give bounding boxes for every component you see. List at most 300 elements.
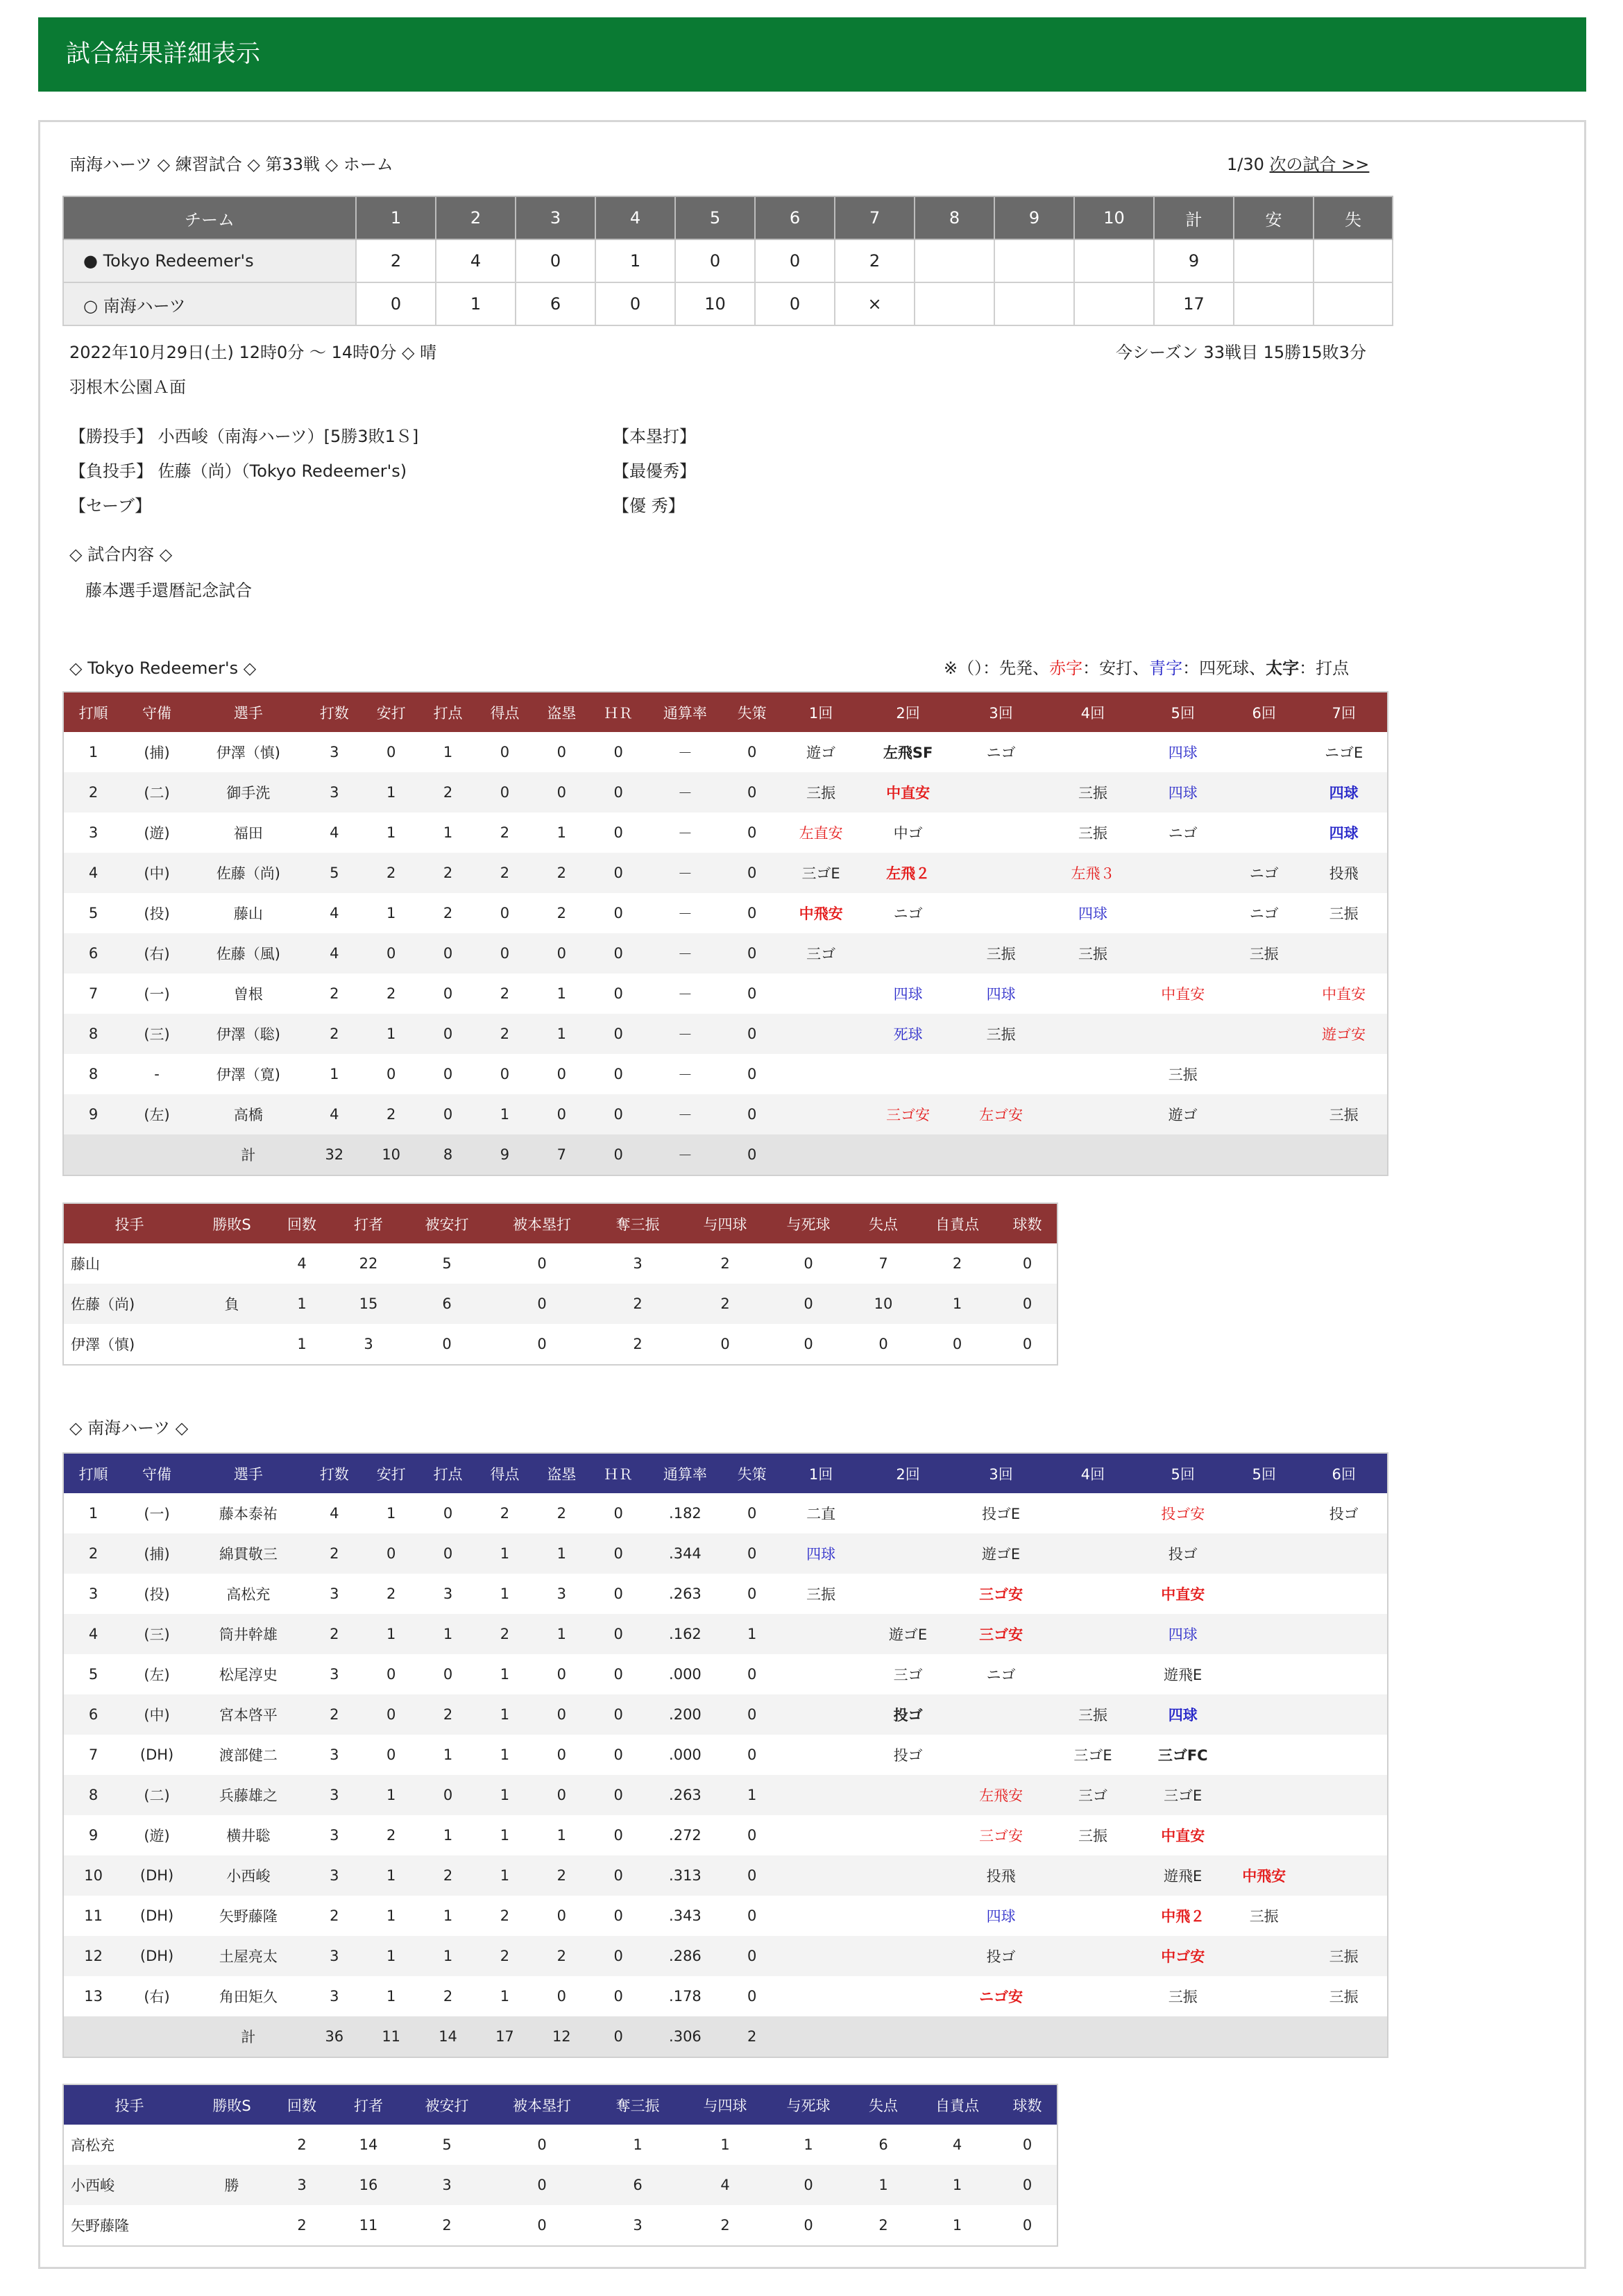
at-bat-result: 三振 bbox=[1078, 1828, 1107, 1844]
at-bat-result: 中直安 bbox=[1322, 986, 1366, 1003]
inning-score bbox=[1314, 239, 1393, 282]
at-bat-result bbox=[1300, 1896, 1388, 1936]
at-bat-result bbox=[1227, 1735, 1300, 1775]
batter-stat: 0 bbox=[747, 1666, 757, 1683]
batter-stat: 0 bbox=[747, 1746, 757, 1763]
batter-stat: 角田矩久 bbox=[219, 1989, 278, 2005]
batter-stat: 0 bbox=[590, 1694, 647, 1735]
batter-stat: 2 bbox=[500, 1907, 510, 1924]
inning-score bbox=[1234, 239, 1314, 282]
batter-stat: 1 bbox=[443, 744, 453, 760]
at-bat-result bbox=[1048, 1014, 1139, 1054]
batter-stat: 4 bbox=[306, 933, 363, 973]
at-bat-result bbox=[781, 973, 862, 1014]
batting-total-cell: 17 bbox=[477, 2016, 534, 2057]
page-title-bar bbox=[38, 17, 1586, 92]
pitcher-stat: 1 bbox=[917, 1284, 998, 1324]
score-row bbox=[63, 239, 1393, 282]
at-bat-result: 中直安 bbox=[1161, 1586, 1205, 1603]
batter-stat: 1 bbox=[724, 1775, 781, 1815]
at-bat-result bbox=[862, 1493, 955, 1533]
batting-total-row bbox=[63, 2016, 1388, 2057]
batter-stat: 9 bbox=[88, 1827, 99, 1844]
batter-stat: 2 bbox=[477, 1014, 534, 1054]
batter-stat: 1 bbox=[363, 1614, 420, 1654]
at-bat-result bbox=[1227, 1493, 1300, 1533]
batter-stat: (三) bbox=[123, 1014, 191, 1054]
batter-stat: 御手洗 bbox=[191, 772, 306, 813]
batter-stat: 4 bbox=[330, 824, 339, 841]
at-bat-result: 四球 bbox=[986, 1908, 1016, 1925]
batter-stat: 0 bbox=[747, 905, 757, 921]
pitching-header-cell: 回数 bbox=[269, 1203, 335, 1243]
batter-stat: 1 bbox=[363, 1936, 420, 1976]
batting-header-cell: 5回 bbox=[1227, 1453, 1300, 1493]
legend bbox=[944, 658, 1349, 679]
batter-stat: 4 bbox=[306, 1094, 363, 1134]
pitcher-stat: 0 bbox=[492, 1284, 592, 1324]
pager bbox=[1227, 154, 1369, 175]
at-bat-result: 投ゴ安 bbox=[1161, 1506, 1205, 1522]
pitching-header-cell: 失点 bbox=[850, 1203, 917, 1243]
batter-stat: 2 bbox=[556, 1505, 566, 1522]
at-bat-result: 四球 bbox=[1329, 825, 1359, 842]
at-bat-result bbox=[781, 1694, 862, 1735]
batter-stat: 2 bbox=[477, 1936, 534, 1976]
score-header-cell: 安 bbox=[1234, 196, 1314, 239]
batter-stat: 2 bbox=[306, 1014, 363, 1054]
batter-stat: (三) bbox=[123, 1614, 191, 1654]
batter-stat: 1 bbox=[533, 1533, 590, 1574]
at-bat-result bbox=[1300, 1735, 1388, 1775]
pitcher-stat: 16 bbox=[335, 2165, 402, 2205]
at-bat-result bbox=[1048, 732, 1139, 772]
batter-stat: 0 bbox=[613, 905, 623, 921]
batter-stat: .272 bbox=[669, 1827, 702, 1844]
pitching-header-cell: 勝敗S bbox=[195, 2084, 269, 2125]
game-header: 南海ハーツ ◇ 練習試合 ◇ 第33戦 ◇ ホーム bbox=[69, 155, 393, 174]
score-header-cell: 9 bbox=[994, 196, 1074, 239]
pitcher-stat: 0 bbox=[537, 2217, 547, 2234]
pitcher-stat: 0 bbox=[878, 1336, 888, 1352]
at-bat-result: ニゴ bbox=[1227, 853, 1300, 893]
batter-stat: 1 bbox=[556, 985, 566, 1002]
batter-stat: 0 bbox=[613, 1585, 623, 1602]
batting-total-cell: 32 bbox=[306, 1134, 363, 1175]
at-bat-result bbox=[1048, 973, 1139, 1014]
batter-stat: 0 bbox=[533, 1775, 590, 1815]
batter-stat: (DH) bbox=[139, 1907, 174, 1924]
batting-total-cell bbox=[1138, 2016, 1227, 2057]
at-bat-result: 三振 bbox=[1300, 1936, 1388, 1976]
batting-total-cell bbox=[1138, 1134, 1227, 1175]
batter-stat: 2 bbox=[363, 1094, 420, 1134]
score-header-cell: 1 bbox=[356, 196, 436, 239]
batter-stat: 3 bbox=[330, 1666, 339, 1683]
content-heading: ◇ 試合内容 ◇ bbox=[69, 545, 173, 564]
losing-pitcher: 【負投手】 佐藤（尚）（Tokyo Redeemer's) bbox=[69, 461, 407, 481]
batter-row bbox=[63, 1775, 1388, 1815]
at-bat-result bbox=[1138, 1014, 1227, 1054]
at-bat-result: 三振 bbox=[1329, 1989, 1359, 2005]
batting-header-cell: ＨＲ bbox=[590, 692, 647, 732]
batting-total-cell: 12 bbox=[533, 2016, 590, 2057]
batter-stat: .178 bbox=[669, 1988, 702, 2005]
pitching-header-cell: 球数 bbox=[998, 2084, 1057, 2125]
at-bat-result bbox=[862, 1533, 955, 1574]
batter-stat: 8 bbox=[63, 1775, 123, 1815]
batter-stat: 0 bbox=[590, 772, 647, 813]
legend-bold: 太字 bbox=[1266, 658, 1300, 678]
batter-row bbox=[63, 1654, 1388, 1694]
batter-stat: 0 bbox=[556, 1066, 566, 1082]
pitcher-row bbox=[63, 1284, 1057, 1324]
pitcher-stat: 6 bbox=[878, 2136, 888, 2153]
batting-total-cell bbox=[1227, 2016, 1300, 2057]
home-team-heading: ◇ 南海ハーツ ◇ bbox=[69, 1418, 189, 1438]
batting-header-cell: 選手 bbox=[191, 1453, 306, 1493]
batter-stat: 11 bbox=[84, 1907, 103, 1924]
at-bat-result: 三振 bbox=[955, 933, 1048, 973]
batter-stat: 藤本泰祐 bbox=[219, 1506, 278, 1522]
batting-header-cell: 打点 bbox=[420, 692, 477, 732]
batter-stat: 伊澤（聡) bbox=[191, 1014, 306, 1054]
pitcher-stat: 2 bbox=[592, 1284, 683, 1324]
batter-stat: 0 bbox=[477, 933, 534, 973]
batter-stat: 1 bbox=[420, 1936, 477, 1976]
batting-total-cell: 7 bbox=[533, 1134, 590, 1175]
at-bat-result: 三ゴ bbox=[893, 1667, 923, 1683]
pitching-header-cell: 奪三振 bbox=[592, 2084, 683, 2125]
batter-stat: 2 bbox=[443, 1988, 453, 2005]
batter-stat: 2 bbox=[363, 853, 420, 893]
batter-stat: － bbox=[677, 745, 692, 761]
at-bat-result bbox=[781, 1855, 862, 1896]
at-bat-result bbox=[862, 1815, 955, 1855]
batting-total-cell bbox=[1048, 2016, 1139, 2057]
batter-row bbox=[63, 1054, 1388, 1094]
pitching-header-cell: 被安打 bbox=[402, 1203, 492, 1243]
at-bat-result: 投ゴ bbox=[955, 1936, 1048, 1976]
at-bat-result bbox=[781, 1775, 862, 1815]
batter-stat: .263 bbox=[647, 1775, 724, 1815]
at-bat-result bbox=[1048, 1896, 1139, 1936]
score-header-cell: 4 bbox=[595, 196, 675, 239]
batter-stat: 4 bbox=[330, 905, 339, 921]
batting-header-cell: 得点 bbox=[477, 1453, 534, 1493]
batter-stat: 0 bbox=[613, 1907, 623, 1924]
at-bat-result: 四球 bbox=[1168, 745, 1198, 761]
batter-stat: 土屋亮太 bbox=[191, 1936, 306, 1976]
pitcher-row bbox=[63, 2125, 1057, 2165]
at-bat-result bbox=[1300, 1775, 1388, 1815]
batter-stat: 1 bbox=[500, 1746, 510, 1763]
at-bat-result: 投飛 bbox=[1300, 853, 1388, 893]
batting-total-cell bbox=[1227, 1134, 1300, 1175]
batter-row bbox=[63, 1936, 1388, 1976]
pitcher-name: 藤山 bbox=[71, 1256, 100, 1273]
batter-stat: 1 bbox=[443, 1746, 453, 1763]
batter-stat: 渡部健二 bbox=[219, 1747, 278, 1764]
score-header-cell: 計 bbox=[1154, 196, 1234, 239]
batting-header-cell: 盗塁 bbox=[533, 1453, 590, 1493]
at-bat-result bbox=[1138, 853, 1227, 893]
batter-stat: (左) bbox=[144, 1667, 170, 1683]
batter-stat: 高松充 bbox=[226, 1586, 271, 1603]
content-text: 藤本選手還暦記念試合 bbox=[85, 581, 252, 600]
at-bat-result bbox=[1048, 1936, 1139, 1976]
batter-stat: 3 bbox=[306, 1855, 363, 1896]
score-header-cell: 7 bbox=[835, 196, 915, 239]
at-bat-result bbox=[1227, 1775, 1300, 1815]
at-bat-result: ニゴ bbox=[986, 1667, 1016, 1683]
pitcher-stat: 0 bbox=[804, 1336, 813, 1352]
batter-stat: 1 bbox=[477, 1094, 534, 1134]
inning-score: 0 bbox=[516, 239, 595, 282]
at-bat-result: 三振 bbox=[1300, 1094, 1388, 1134]
inning-score: 0 bbox=[595, 282, 675, 325]
batter-stat: 0 bbox=[724, 1094, 781, 1134]
at-bat-result bbox=[1048, 1574, 1139, 1614]
save-pitcher: 【セーブ】 bbox=[69, 496, 152, 516]
at-bat-result bbox=[1227, 973, 1300, 1014]
batter-stat: 筒井幹雄 bbox=[191, 1614, 306, 1654]
at-bat-result: 四球 bbox=[986, 986, 1016, 1003]
at-bat-result bbox=[1227, 1694, 1300, 1735]
batting-total-cell bbox=[955, 2016, 1048, 2057]
legend-walk: ：四死球、 bbox=[1182, 658, 1266, 678]
batter-stat: .200 bbox=[647, 1694, 724, 1735]
batter-stat: 0 bbox=[747, 1585, 757, 1602]
batter-stat: 1 bbox=[724, 1614, 781, 1654]
batter-stat: - bbox=[154, 1066, 160, 1082]
batter-stat: 2 bbox=[386, 1585, 396, 1602]
team-name: ○ 南海ハーツ bbox=[63, 282, 356, 325]
inning-score: 0 bbox=[755, 282, 835, 325]
at-bat-result bbox=[1048, 1493, 1139, 1533]
at-bat-result: 四球 bbox=[1138, 772, 1227, 813]
at-bat-result: 三ゴ安 bbox=[979, 1586, 1023, 1603]
score-header-cell: 10 bbox=[1074, 196, 1154, 239]
batter-stat: 2 bbox=[386, 1827, 396, 1844]
at-bat-result: 左飛SF bbox=[883, 745, 933, 761]
pitcher-stat: 5 bbox=[442, 1255, 452, 1272]
next-game-link[interactable]: 次の試合 >> bbox=[1269, 155, 1370, 174]
batting-total-cell: 0 bbox=[590, 1134, 647, 1175]
inning-score bbox=[1074, 282, 1154, 325]
inning-score: 0 bbox=[356, 282, 436, 325]
pitcher-stat: 2 bbox=[297, 2136, 307, 2153]
at-bat-result: 三ゴ bbox=[781, 933, 862, 973]
batting-header-cell: 1回 bbox=[781, 1453, 862, 1493]
batting-total-cell: 9 bbox=[477, 1134, 534, 1175]
at-bat-result bbox=[1048, 1654, 1139, 1694]
at-bat-result bbox=[781, 1094, 862, 1134]
at-bat-result: ニゴ bbox=[1168, 825, 1198, 842]
batter-row bbox=[63, 772, 1388, 813]
at-bat-result bbox=[1138, 893, 1227, 933]
batting-header-cell: 打数 bbox=[306, 1453, 363, 1493]
at-bat-result: 中直安 bbox=[1161, 986, 1205, 1003]
at-bat-result: 左飛２ bbox=[862, 853, 955, 893]
at-bat-result bbox=[781, 1614, 862, 1654]
batter-stat: 0 bbox=[363, 933, 420, 973]
batting-total-cell: 計 bbox=[191, 2016, 306, 2057]
at-bat-result bbox=[862, 1936, 955, 1976]
batter-stat: 2 bbox=[306, 1614, 363, 1654]
batter-row bbox=[63, 732, 1388, 772]
batter-stat: 2 bbox=[420, 1694, 477, 1735]
batting-total-cell: 36 bbox=[306, 2016, 363, 2057]
at-bat-result bbox=[781, 1054, 862, 1094]
inning-score: 0 bbox=[755, 239, 835, 282]
batter-stat: 0 bbox=[420, 1014, 477, 1054]
pitcher-name: 佐藤（尚) bbox=[63, 1284, 195, 1324]
at-bat-result bbox=[781, 1815, 862, 1855]
score-header-cell: 5 bbox=[675, 196, 755, 239]
season-line: 今シーズン 33戦目 15勝15敗3分 bbox=[1116, 343, 1366, 362]
batter-stat: (左) bbox=[123, 1094, 191, 1134]
pitching-header-cell: 与死球 bbox=[767, 2084, 850, 2125]
at-bat-result: 投ゴ bbox=[1138, 1533, 1227, 1574]
batter-stat: (中) bbox=[123, 1694, 191, 1735]
batter-stat: 1 bbox=[386, 1988, 396, 2005]
batter-stat: 0 bbox=[443, 985, 453, 1002]
batting-header-cell: 5回 bbox=[1138, 692, 1227, 732]
batter-stat: 3 bbox=[88, 824, 99, 841]
pitching-header-cell: 投手 bbox=[63, 1203, 195, 1243]
batter-stat: 3 bbox=[556, 1585, 566, 1602]
pitcher-stat: 0 bbox=[1022, 1336, 1033, 1352]
batter-stat: 0 bbox=[724, 1936, 781, 1976]
pitcher-stat: 0 bbox=[767, 1284, 850, 1324]
pitching-header-cell: 奪三振 bbox=[592, 1203, 683, 1243]
at-bat-result bbox=[781, 1976, 862, 2016]
batter-stat: 4 bbox=[63, 853, 123, 893]
scoreboard-table bbox=[62, 196, 1393, 326]
batter-stat: 1 bbox=[386, 824, 396, 841]
pitcher-stat: 10 bbox=[850, 1284, 917, 1324]
batter-stat: － bbox=[677, 825, 692, 842]
batter-stat: 0 bbox=[386, 1746, 396, 1763]
at-bat-result: 三振 bbox=[781, 772, 862, 813]
batting-total-cell: 10 bbox=[363, 1134, 420, 1175]
at-bat-result: 四球 bbox=[1300, 772, 1388, 813]
batting-header-cell: 通算率 bbox=[647, 692, 724, 732]
batter-stat: 0 bbox=[590, 1094, 647, 1134]
pitcher-stat: 4 bbox=[683, 2165, 767, 2205]
batter-stat: 伊澤（慎) bbox=[216, 745, 281, 761]
batter-stat: 0 bbox=[613, 744, 623, 760]
pitching-header-cell: 被本塁打 bbox=[492, 2084, 592, 2125]
pitcher-stat: 勝 bbox=[195, 2165, 269, 2205]
pitcher-stat: 2 bbox=[633, 1336, 643, 1352]
batter-stat: 0 bbox=[747, 824, 757, 841]
batter-stat: (一) bbox=[144, 986, 170, 1003]
pitcher-name: 矢野藤隆 bbox=[71, 2218, 129, 2234]
pitcher-stat: 3 bbox=[633, 1255, 643, 1272]
batter-stat: 1 bbox=[477, 1533, 534, 1574]
pitcher-stat: 2 bbox=[442, 2217, 452, 2234]
batter-stat: 1 bbox=[500, 1988, 510, 2005]
pitcher-stat: 0 bbox=[537, 1255, 547, 1272]
batter-stat: 1 bbox=[477, 1694, 534, 1735]
at-bat-result bbox=[1300, 933, 1388, 973]
batter-stat: .263 bbox=[669, 1585, 702, 1602]
score-row bbox=[63, 282, 1393, 325]
at-bat-result: 中直安 bbox=[862, 772, 955, 813]
legend-red: 赤字 bbox=[1049, 658, 1083, 678]
batting-total-cell bbox=[1300, 1134, 1388, 1175]
batter-stat: .343 bbox=[669, 1907, 702, 1924]
at-bat-result: 二直 bbox=[806, 1506, 836, 1522]
inning-score bbox=[994, 239, 1074, 282]
batter-row bbox=[63, 1094, 1388, 1134]
batter-stat: 2 bbox=[533, 1855, 590, 1896]
batting-header-cell: 2回 bbox=[862, 692, 955, 732]
date-line: 2022年10月29日(土) 12時0分 ～ 14時0分 ◇ 晴 bbox=[69, 343, 437, 362]
pitching-header-cell: 自責点 bbox=[917, 1203, 998, 1243]
inning-score bbox=[1234, 282, 1314, 325]
at-bat-result: 四球 bbox=[893, 986, 923, 1003]
at-bat-result: 三振 bbox=[1249, 1908, 1279, 1925]
at-bat-result: 左飛３ bbox=[1048, 853, 1139, 893]
batter-stat: 12 bbox=[63, 1936, 123, 1976]
batting-header-cell: 6回 bbox=[1227, 692, 1300, 732]
batting-total-cell bbox=[63, 1134, 123, 1175]
batting-header-cell: 4回 bbox=[1048, 692, 1139, 732]
batter-stat: 0 bbox=[724, 1533, 781, 1574]
pitcher-stat: 15 bbox=[335, 1284, 402, 1324]
batter-stat: 0 bbox=[386, 744, 396, 760]
pitcher-stat bbox=[195, 2125, 269, 2165]
batter-stat: (捕) bbox=[144, 745, 170, 761]
batting-total-cell bbox=[781, 2016, 862, 2057]
at-bat-result: 左直安 bbox=[799, 825, 843, 842]
batter-stat: 5 bbox=[88, 1666, 99, 1683]
batter-stat: 0 bbox=[724, 853, 781, 893]
batter-stat: 兵藤雄之 bbox=[191, 1775, 306, 1815]
batter-stat: 8 bbox=[63, 1014, 123, 1054]
at-bat-result bbox=[1300, 1533, 1388, 1574]
at-bat-result: 三ゴ bbox=[1048, 1775, 1139, 1815]
at-bat-result: 三振 bbox=[1078, 825, 1107, 842]
batting-total-cell: － bbox=[647, 1134, 724, 1175]
batter-stat: 0 bbox=[613, 1746, 623, 1763]
pitching-header-cell: 与四球 bbox=[683, 1203, 767, 1243]
batting-header-cell: 打順 bbox=[63, 1453, 123, 1493]
score-header-cell: 6 bbox=[755, 196, 835, 239]
batter-stat: 7 bbox=[88, 1746, 99, 1763]
score-header-cell: 3 bbox=[516, 196, 595, 239]
batter-stat: 6 bbox=[63, 1694, 123, 1735]
batter-row bbox=[63, 1574, 1388, 1614]
batter-stat: 5 bbox=[306, 853, 363, 893]
batting-header-cell: 2回 bbox=[862, 1453, 955, 1493]
batting-header-cell: 安打 bbox=[363, 1453, 420, 1493]
batter-stat: 1 bbox=[420, 1614, 477, 1654]
pitcher-stat: 2 bbox=[297, 2217, 307, 2234]
batter-stat: 2 bbox=[330, 1907, 339, 1924]
batter-stat: (DH) bbox=[123, 1936, 191, 1976]
batter-stat: 0 bbox=[590, 1775, 647, 1815]
pitcher-stat: 1 bbox=[850, 2165, 917, 2205]
team-name: ● Tokyo Redeemer's bbox=[63, 239, 356, 282]
at-bat-result bbox=[955, 772, 1048, 813]
batter-stat: 1 bbox=[386, 1907, 396, 1924]
pitcher-stat: 0 bbox=[804, 2217, 813, 2234]
at-bat-result: ニゴ安 bbox=[979, 1989, 1023, 2005]
